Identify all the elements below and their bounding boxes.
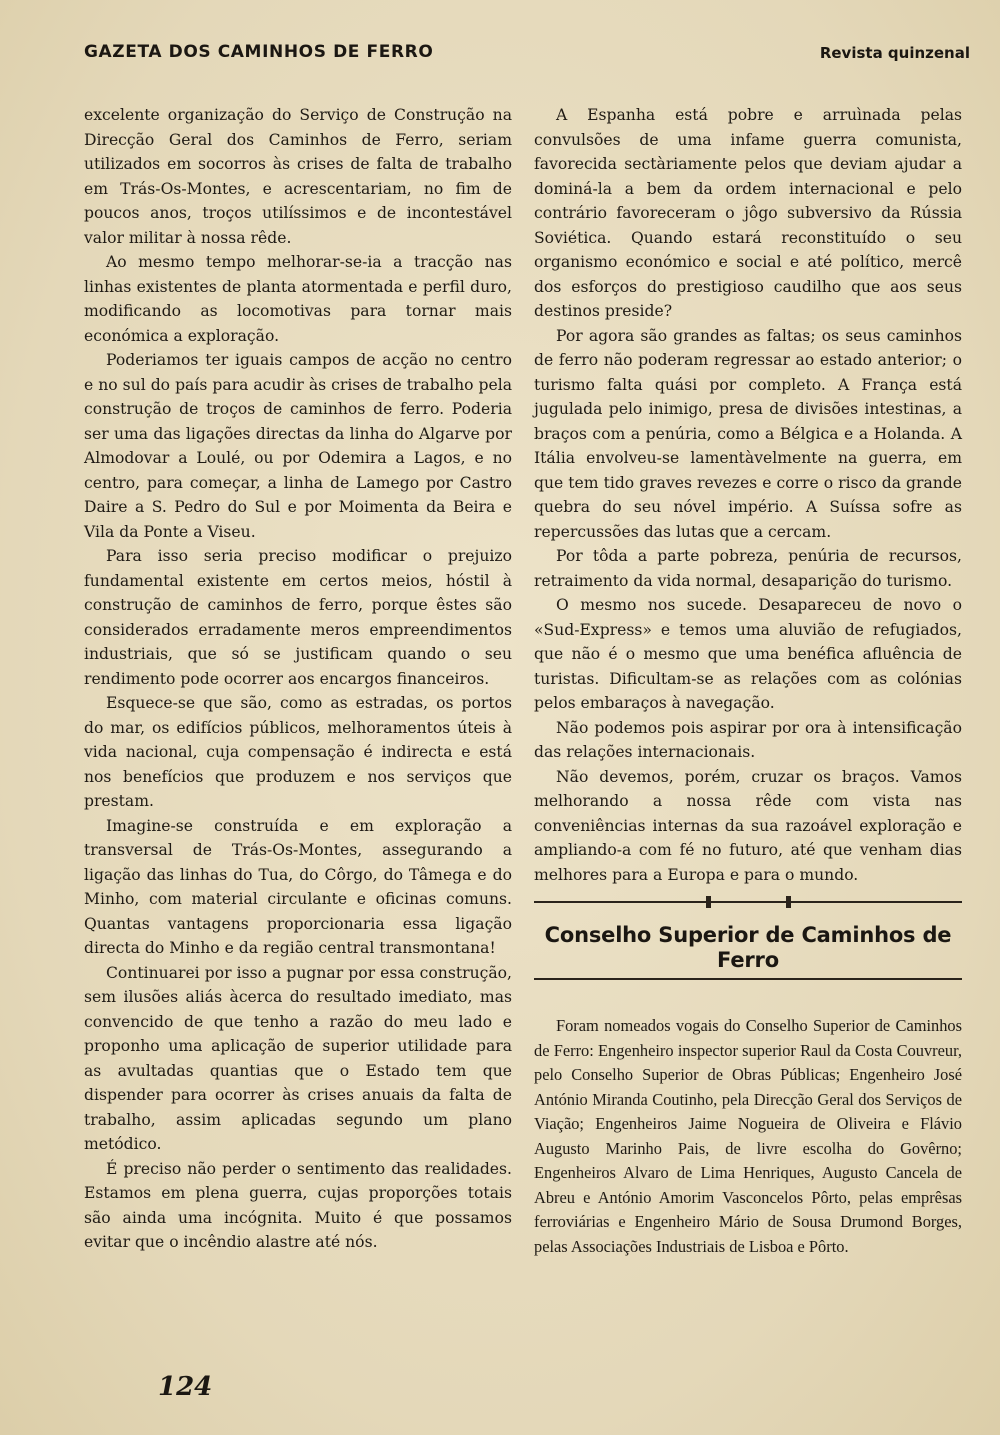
notice-body bbox=[534, 1014, 962, 1259]
divider-ornament bbox=[786, 896, 791, 908]
paragraph: Por agora são grandes as faltas; os seus caminhos de ferro não poderam regressar ao estado anterior; o turismo falta quási por completo. A França está jugulada pelo inimigo, presa de divisões intestinas, a braços com a penúria, como a Bélgica e a Holanda. A Itália envolveu-se lamentàvelmente na guerra, em que tem tido graves revezes e corre o risco da grande quebra do seu nóvel império. A Suíssa sofre as repercussões das lutas que a cercam. bbox=[534, 326, 962, 541]
paragraph: Foram nomeados vogais do Conselho Superior de Caminhos de Ferro: Engenheiro inspector superior Raul da Costa Couvreur, pelo Conselho Superior de Obras Públicas; Engenheiro José António Miranda Coutinho, pela Direcção Geral dos Serviços de Viação; Engenheiros Jaime Nogueira de Oliveira e Flávio Augusto Marinho Pais, de livre escolha do Govêrno; Engenheiros Alvaro de Lima Henriques, Augusto Cancela de Abreu e António Amorim Vasconcelos Pôrto, pelas emprêsas ferroviárias e Engenheiro Mário de Sousa Drumond Borges, pelas Associações Industriais de Lisboa e Pôrto. bbox=[534, 1016, 962, 1256]
divider-rule bbox=[534, 901, 962, 903]
publication-title: GAZETA DOS CAMINHOS DE FERRO bbox=[84, 42, 434, 62]
paragraph: Não devemos, porém, cruzar os braços. Vamos melhorando a nossa rêde com vista nas conveniências internas da sua razoável exploração e ampliando-a com fé no futuro, até que venham dias melhores para a Europa e para o mundo. bbox=[534, 767, 962, 884]
publication-subtitle: Revista quinzenal bbox=[819, 44, 970, 62]
paragraph: É preciso não perder o sentimento das realidades. Estamos em plena guerra, cujas proporções totais são ainda uma incógnita. Muito é que possamos evitar que o incêndio alastre até nós. bbox=[84, 1159, 512, 1251]
paragraph: Ao mesmo tempo melhorar-se-ia a tracção nas linhas existentes de planta atormentada e perfil duro, modificando as locomotivas para tornar mais económica a exploração. bbox=[84, 253, 512, 345]
paragraph: Por tôda a parte pobreza, penúria de recursos, retraimento da vida normal, desaparição do turismo. bbox=[534, 547, 962, 590]
paragraph: Esquece-se que são, como as estradas, os portos do mar, os edifícios públicos, melhoramentos úteis à vida nacional, cuja compensação é indirecta e está nos benefícios que produzem e nos serviços que prestam. bbox=[84, 694, 512, 810]
paragraph: Continuarei por isso a pugnar por essa construção, sem ilusões aliás àcerca do resultado imediato, mas convencido de que tenho a razão do meu lado e proponho uma aplicação de superior utilidade para as avultadas quantias que o Estado tem que dispender para ocorrer às crises anuais da falta de trabalho, assim aplicadas segundo um plano metódico. bbox=[84, 963, 512, 1153]
paragraph: O mesmo nos sucede. Desapareceu de novo o «Sud-Express» e temos uma aluvião de refugiados, que não é o mesmo que uma benéfica afluência de turistas. Dificultam-se as relações com as colónias pelos embaraços à navegação. bbox=[534, 596, 962, 712]
left-column bbox=[84, 103, 512, 1255]
paragraph: Não podemos pois aspirar por ora à intensificação das relações internacionais. bbox=[534, 718, 962, 761]
running-head bbox=[84, 42, 970, 66]
paragraph: Imagine-se construída e em exploração a transversal de Trás-Os-Montes, assegurando a ligação das linhas do Tua, do Côrgo, do Tâmega e do Minho, com material circulante e oficinas comuns. Quantas vantagens proporcionaria essa ligação directa do Minho e da região central transmontana! bbox=[84, 816, 512, 957]
divider-ornament bbox=[706, 896, 711, 908]
paragraph: A Espanha está pobre e arruìnada pelas convulsões de uma infame guerra comunista, favorecida sectàriamente pelos que deviam ajudar a dominá-la a bem da ordem internacional e pelo contrário favoreceram o jôgo subversivo da Rússia Soviética. Quando estará reconstituído o seu organismo económico e social e até político, mercê dos esforços do prestigioso caudilho que aos seus destinos preside? bbox=[534, 106, 962, 320]
page-number: 124 bbox=[158, 1372, 213, 1402]
right-column bbox=[534, 103, 962, 1259]
section-divider bbox=[534, 895, 962, 909]
paragraph: Para isso seria preciso modificar o prejuizo fundamental existente em certos meios, hóstil à construção de caminhos de ferro, porque êstes são considerados erradamente meros empreendimentos industriais, que só se justificam quando o seu rendimento pode ocorrer aos encargos financeiros. bbox=[84, 547, 512, 688]
paragraph: Poderiamos ter iguais campos de acção no centro e no sul do país para acudir às crises de trabalho pela construção de troços de caminhos de ferro. Poderia ser uma das ligações directas da linha do Algarve por Almodovar a Loulé, ou por Odemira a Lagos, e no centro, para começar, a linha de Lamego por Castro Daire a S. Pedro do Sul e por Moimenta da Beira e Vila da Ponte a Viseu. bbox=[84, 351, 512, 541]
paragraph: excelente organização do Serviço de Construção na Direcção Geral dos Caminhos de Ferro, seriam utilizados em socorros às crises de falta de trabalho em Trás-Os-Montes, e acrescentariam, no fim de poucos anos, troços utilíssimos e de incontestável valor militar à nossa rêde. bbox=[84, 106, 512, 247]
section-heading: Conselho Superior de Caminhos de Ferro bbox=[534, 919, 962, 980]
